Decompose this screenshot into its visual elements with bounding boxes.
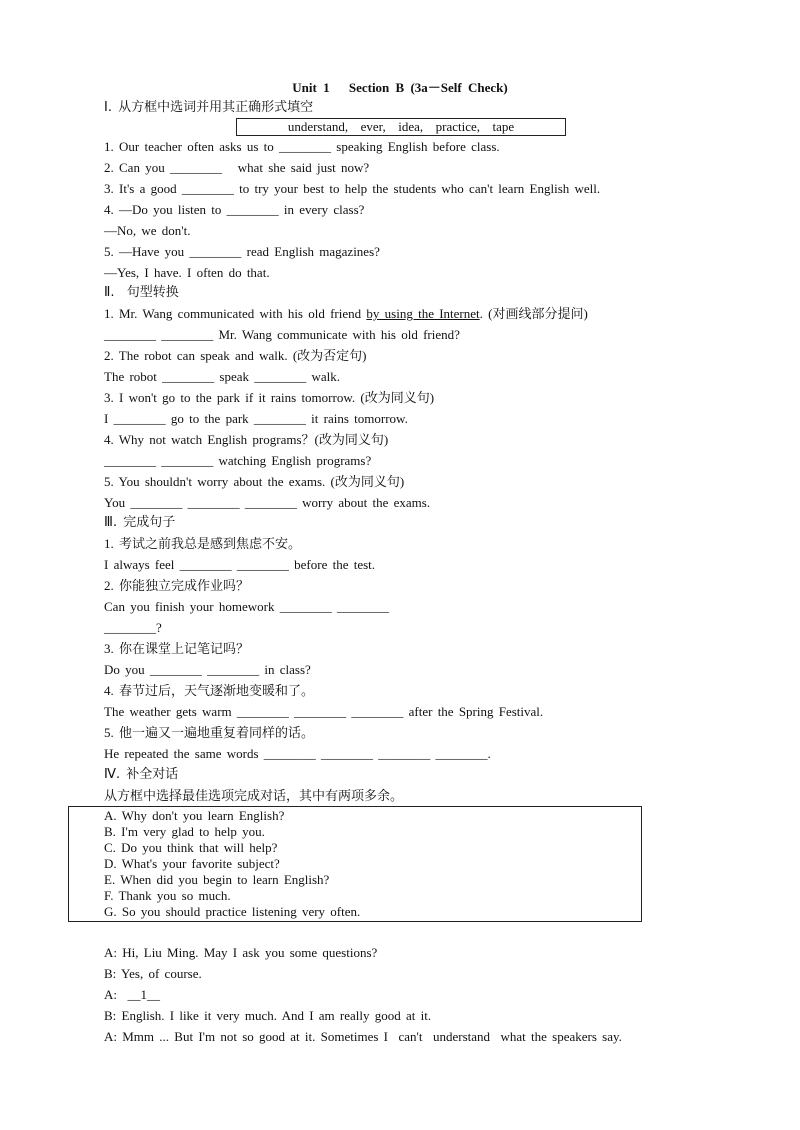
option-e: E. When did you begin to learn English?	[104, 872, 330, 887]
dialog-line: B: English. I like it very much. And I am really good at it.	[104, 1008, 432, 1023]
part2-item: I ________ go to the park ________ it rains tomorrow.	[104, 411, 408, 426]
option-a: A. Why don't you learn English?	[104, 808, 285, 823]
part1-item: 5. —Have you ________ read English magazines?	[104, 244, 380, 259]
part2-item: ________ ________ Mr. Wang communicate with his old friend?	[104, 327, 460, 342]
option-g: G. So you should practice listening very often.	[104, 904, 361, 919]
part3-item: He repeated the same words ________ ________ ________ ________.	[104, 746, 491, 761]
dialog-line: A: __1__	[104, 987, 160, 1002]
part2-item: You ________ ________ ________ worry about the exams.	[104, 495, 431, 510]
part3-heading: Ⅲ. 完成句子	[104, 515, 176, 530]
part4-instruction: 从方框中选择最佳选项完成对话，其中有两项多余。	[104, 788, 404, 803]
dialog-line: A: Mmm ... But I'm not so good at it. Sometimes I can't understand what the speakers say.	[104, 1029, 622, 1044]
part2-question-1	[104, 306, 588, 322]
part3-item: Do you ________ ________ in class?	[104, 662, 311, 677]
part1-item: —No, we don't.	[104, 223, 191, 238]
part2-heading: Ⅱ. 句型转换	[104, 285, 179, 300]
part2-item: 2. The robot can speak and walk. (改为否定句)	[104, 348, 367, 363]
part1-item: —Yes, I have. I often do that.	[104, 265, 270, 280]
part3-item: ________?	[104, 620, 162, 635]
part2-item: 5. You shouldn't worry about the exams. (改为同义句)	[104, 474, 405, 489]
part1-item: 4. —Do you listen to ________ in every class?	[104, 202, 365, 217]
part3-item: 3. 你在课堂上记笔记吗？	[104, 641, 250, 656]
part3-item: Can you finish your homework ________ ________	[104, 599, 389, 614]
part4-heading: Ⅳ. 补全对话	[104, 767, 179, 782]
part3-item: 1. 考试之前我总是感到焦虑不安。	[104, 536, 302, 551]
q1-instruction: . (对画线部分提问)	[479, 306, 588, 321]
part3-item: 5. 他一遍又一遍地重复着同样的话。	[104, 725, 315, 740]
part1-item: 1. Our teacher often asks us to ________ speaking English before class.	[104, 139, 500, 154]
worksheet-title: Unit 1 Section B (3a－Self Check)	[292, 80, 508, 95]
q1-text: 1. Mr. Wang communicated with his old friend	[104, 306, 367, 321]
part3-item: 4. 春节过后，天气逐渐地变暖和了。	[104, 683, 315, 698]
option-b: B. I'm very glad to help you.	[104, 824, 265, 839]
part3-item: The weather gets warm ________ ________ ________ after the Spring Festival.	[104, 704, 544, 719]
part1-heading: Ⅰ. 从方框中选词并用其正确形式填空	[104, 100, 314, 115]
option-f: F. Thank you so much.	[104, 888, 231, 903]
option-d: D. What's your favorite subject?	[104, 856, 280, 871]
part2-item: 4. Why not watch English programs？(改为同义句)	[104, 432, 389, 447]
part1-item: 3. It's a good ________ to try your best to help the students who can't learn English well.	[104, 181, 601, 196]
dialog-line: B: Yes, of course.	[104, 966, 202, 981]
part2-item: ________ ________ watching English programs?	[104, 453, 372, 468]
part3-item: I always feel ________ ________ before the test.	[104, 557, 376, 572]
part2-item: The robot ________ speak ________ walk.	[104, 369, 341, 384]
q1-underlined-phrase: by using the Internet	[366, 306, 480, 321]
word-box: understand, ever, idea, practice, tape	[236, 118, 566, 136]
part1-item: 2. Can you ________ what she said just now?	[104, 160, 370, 175]
part2-item: 3. I won't go to the park if it rains tomorrow. (改为同义句)	[104, 390, 435, 405]
part3-item: 2. 你能独立完成作业吗？	[104, 578, 250, 593]
option-c: C. Do you think that will help?	[104, 840, 278, 855]
dialog-line: A: Hi, Liu Ming. May I ask you some questions?	[104, 945, 378, 960]
